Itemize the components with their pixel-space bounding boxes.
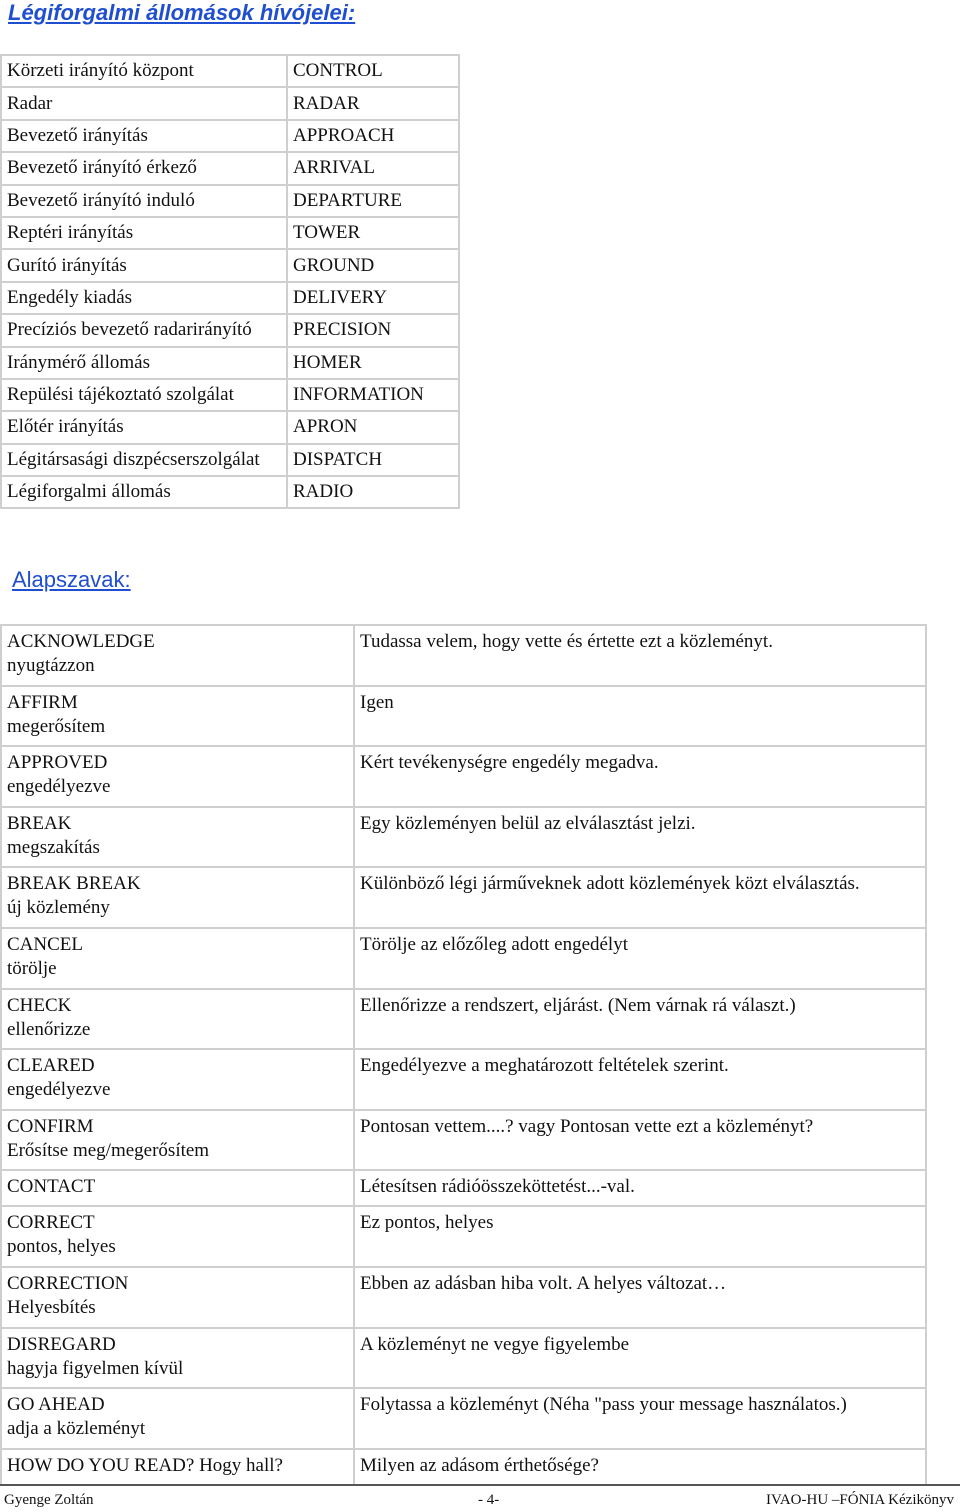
phrase-cell: [1, 1110, 354, 1171]
footer-author: Gyenge Zoltán: [4, 1492, 94, 1508]
phrase-meaning: Ez pontos, helyes: [354, 1206, 926, 1267]
callsign-english: APRON: [287, 411, 459, 443]
phrase-cell: [1, 746, 354, 807]
table-row: [1, 1206, 926, 1267]
callsign-english: INFORMATION: [287, 379, 459, 411]
phrase-cell: [1, 625, 354, 686]
phrase-translation: pontos, helyes: [7, 1236, 116, 1258]
table-row: [1, 249, 459, 281]
section-heading-basic-words: Alapszavak:: [12, 567, 131, 592]
phrase-translation: törölje: [7, 957, 57, 979]
phrase-translation: adja a közleményt: [7, 1418, 146, 1440]
phrase-cell: [1, 1206, 354, 1267]
callsign-english: GROUND: [287, 249, 459, 281]
phrase-meaning: Folytassa a közleményt (Néha "pass your message használatos.): [354, 1388, 926, 1449]
phrase-word: CLEARED: [7, 1055, 95, 1077]
phrase-word: CONTACT: [7, 1176, 96, 1198]
phrase-cell: [1, 686, 354, 747]
table-row: [1, 55, 459, 87]
phrase-word: CONFIRM: [7, 1115, 94, 1137]
phrase-meaning: Pontosan vettem....? vagy Pontosan vette ezt a közleményt?: [354, 1110, 926, 1171]
section-heading-callsigns: Légiforgalmi állomások hívójelei:: [8, 0, 356, 25]
phrase-translation: új közlemény: [7, 897, 110, 919]
phrase-meaning: Ellenőrizze a rendszert, eljárást. (Nem várnak rá választ.): [354, 989, 926, 1050]
phrase-cell: [1, 989, 354, 1050]
phrase-word: HOW DO YOU READ? Hogy hall?: [7, 1454, 283, 1476]
table-row: [1, 1170, 926, 1206]
callsign-english: PRECISION: [287, 314, 459, 346]
phrase-meaning: Engedélyezve a meghatározott feltételek szerint.: [354, 1049, 926, 1110]
footer-divider: [0, 1484, 960, 1486]
callsign-english: DEPARTURE: [287, 185, 459, 217]
callsign-hungarian: Engedély kiadás: [1, 282, 287, 314]
phrase-cell: [1, 1170, 354, 1206]
table-row: [1, 411, 459, 443]
callsign-english: HOMER: [287, 347, 459, 379]
callsigns-table: [0, 54, 460, 509]
phrase-translation: Erősítse meg/megerősítem: [7, 1139, 210, 1161]
table-row: [1, 1110, 926, 1171]
phrase-word: APPROVED: [7, 752, 108, 774]
table-row: [1, 928, 926, 989]
phrase-word: BREAK BREAK: [7, 873, 141, 895]
callsign-hungarian: Bevezető irányítás: [1, 120, 287, 152]
phrase-translation: nyugtázzon: [7, 655, 95, 676]
phrase-word: DISREGARD: [7, 1333, 116, 1355]
phrase-translation: megszakítás: [7, 836, 100, 858]
table-row: [1, 1267, 926, 1328]
table-row: [1, 1449, 926, 1485]
footer-document-title: IVAO-HU –FÓNIA Kézikönyv: [765, 1492, 954, 1508]
phrase-translation: ellenőrizze: [7, 1018, 91, 1040]
phrase-cell: [1, 1449, 354, 1485]
callsign-hungarian: Radar: [1, 87, 287, 119]
phrase-meaning: Milyen az adásom érthetősége?: [354, 1449, 926, 1485]
callsign-english: APPROACH: [287, 120, 459, 152]
callsign-hungarian: Légitársasági diszpécserszolgálat: [1, 444, 287, 476]
table-row: [1, 867, 926, 928]
callsign-hungarian: Bevezető irányító induló: [1, 185, 287, 217]
table-row: [1, 217, 459, 249]
table-row: [1, 185, 459, 217]
table-row: [1, 379, 459, 411]
phrase-word: CHECK: [7, 994, 72, 1016]
table-row: [1, 1388, 926, 1449]
table-row: [1, 807, 926, 868]
phrase-word: AFFIRM: [7, 691, 78, 713]
phrase-meaning: Egy közleményen belül az elválasztást jelzi.: [354, 807, 926, 868]
phrase-meaning: Tudassa velem, hogy vette és értette ezt a közleményt.: [354, 625, 926, 686]
callsign-hungarian: Körzeti irányító központ: [1, 55, 287, 87]
table-row: [1, 1049, 926, 1110]
phrase-cell: [1, 867, 354, 928]
callsign-english: TOWER: [287, 217, 459, 249]
phrase-meaning: Igen: [354, 686, 926, 747]
callsign-hungarian: Légiforgalmi állomás: [1, 476, 287, 508]
callsign-english: DELIVERY: [287, 282, 459, 314]
phrase-word: CORRECT: [7, 1212, 95, 1234]
callsign-english: ARRIVAL: [287, 152, 459, 184]
callsign-hungarian: Előtér irányítás: [1, 411, 287, 443]
footer-page-number: - 4-: [478, 1492, 500, 1508]
phrase-word: ACKNOWLEDGE: [7, 631, 155, 652]
table-row: [1, 1328, 926, 1389]
callsign-hungarian: Gurító irányítás: [1, 249, 287, 281]
table-row: [1, 746, 926, 807]
phrase-meaning: Törölje az előzőleg adott engedélyt: [354, 928, 926, 989]
phrase-meaning: Kért tevékenységre engedély megadva.: [354, 746, 926, 807]
phrase-cell: [1, 1267, 354, 1328]
phrase-translation: engedélyezve: [7, 1079, 111, 1101]
callsign-hungarian: Repülési tájékoztató szolgálat: [1, 379, 287, 411]
phrase-cell: [1, 928, 354, 989]
phrase-cell: [1, 1388, 354, 1449]
phrase-translation: Helyesbítés: [7, 1296, 96, 1318]
table-row: [1, 476, 459, 508]
phrase-translation: megerősítem: [7, 715, 106, 737]
table-row: [1, 314, 459, 346]
phrase-cell: [1, 1049, 354, 1110]
phrase-cell: [1, 807, 354, 868]
phrase-cell: [1, 1328, 354, 1389]
callsign-hungarian: Iránymérő állomás: [1, 347, 287, 379]
table-row: [1, 444, 459, 476]
table-row: [1, 282, 459, 314]
table-row: [1, 152, 459, 184]
phrase-word: BREAK: [7, 812, 72, 834]
phrase-meaning: Különböző légi járműveknek adott közlemények közt elválasztás.: [354, 867, 926, 928]
phrase-meaning: A közleményt ne vegye figyelembe: [354, 1328, 926, 1389]
table-row: [1, 120, 459, 152]
callsign-hungarian: Reptéri irányítás: [1, 217, 287, 249]
phrase-translation: hagyja figyelmen kívül: [7, 1357, 184, 1379]
callsign-english: RADAR: [287, 87, 459, 119]
callsign-english: CONTROL: [287, 55, 459, 87]
phrase-word: GO AHEAD: [7, 1394, 105, 1416]
callsign-hungarian: Bevezető irányító érkező: [1, 152, 287, 184]
phrase-word: CANCEL: [7, 933, 83, 955]
table-row: [1, 625, 926, 686]
phrase-translation: engedélyezve: [7, 776, 111, 798]
callsign-english: DISPATCH: [287, 444, 459, 476]
callsign-hungarian: Precíziós bevezető radarirányító: [1, 314, 287, 346]
table-row: [1, 347, 459, 379]
table-row: [1, 686, 926, 747]
basic-words-table: [0, 624, 927, 1486]
phrase-word: CORRECTION: [7, 1272, 129, 1294]
callsign-english: RADIO: [287, 476, 459, 508]
phrase-meaning: Létesítsen rádióösszeköttetést...-val.: [354, 1170, 926, 1206]
table-row: [1, 989, 926, 1050]
table-row: [1, 87, 459, 119]
phrase-meaning: Ebben az adásban hiba volt. A helyes változat…: [354, 1267, 926, 1328]
